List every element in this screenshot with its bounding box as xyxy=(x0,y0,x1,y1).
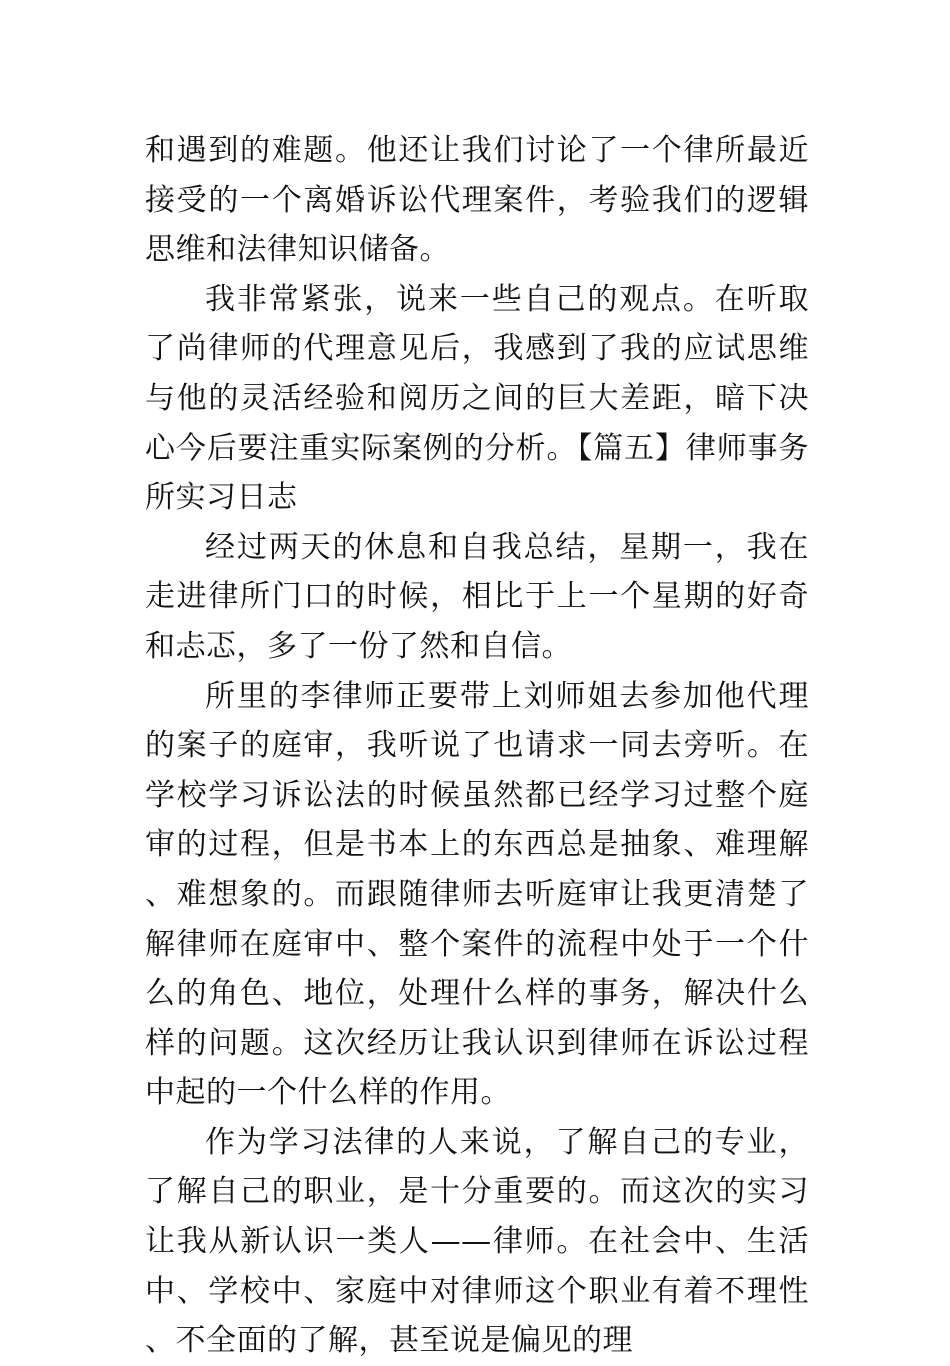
paragraph-4: 所里的李律师正要带上刘师姐去参加他代理的案子的庭审，我听说了也请求一同去旁听。在学校学习诉讼法的时候虽然都已经学习过整个庭审的过程，但是书本上的东西总是抽象、难理解、难想象的。而跟随律师去听庭审让我更清楚了解律师在庭审中、整个案件的流程中处于一个什么的角色、地位，处理什么样的事务，解决什么样的问题。这次经历让我认识到律师在诉讼过程中起的一个什么样的作用。 xyxy=(145,678,809,1111)
paragraph-1: 和遇到的难题。他还让我们讨论了一个律所最近接受的一个离婚诉讼代理案件，考验我们的逻辑思维和法律知识储备。 xyxy=(145,133,809,268)
paragraph-5: 作为学习法律的人来说，了解自己的专业，了解自己的职业，是十分重要的。而这次的实习让我从新认识一类人——律师。在社会中、生活中、学校中、家庭中对律师这个职业有着不理性、不全面的了解，甚至说是偏见的理 xyxy=(145,1124,809,1359)
paragraph-3: 经过两天的休息和自我总结，星期一，我在走进律所门口的时候，相比于上一个星期的好奇和忐忑，多了一份了然和自信。 xyxy=(145,529,809,664)
paragraph-2: 我非常紧张，说来一些自己的观点。在听取了尚律师的代理意见后，我感到了我的应试思维与他的灵活经验和阅历之间的巨大差距，暗下决心今后要注重实际案例的分析。【篇五】律师事务所实习日志 xyxy=(145,281,809,516)
body-text xyxy=(145,126,809,1366)
